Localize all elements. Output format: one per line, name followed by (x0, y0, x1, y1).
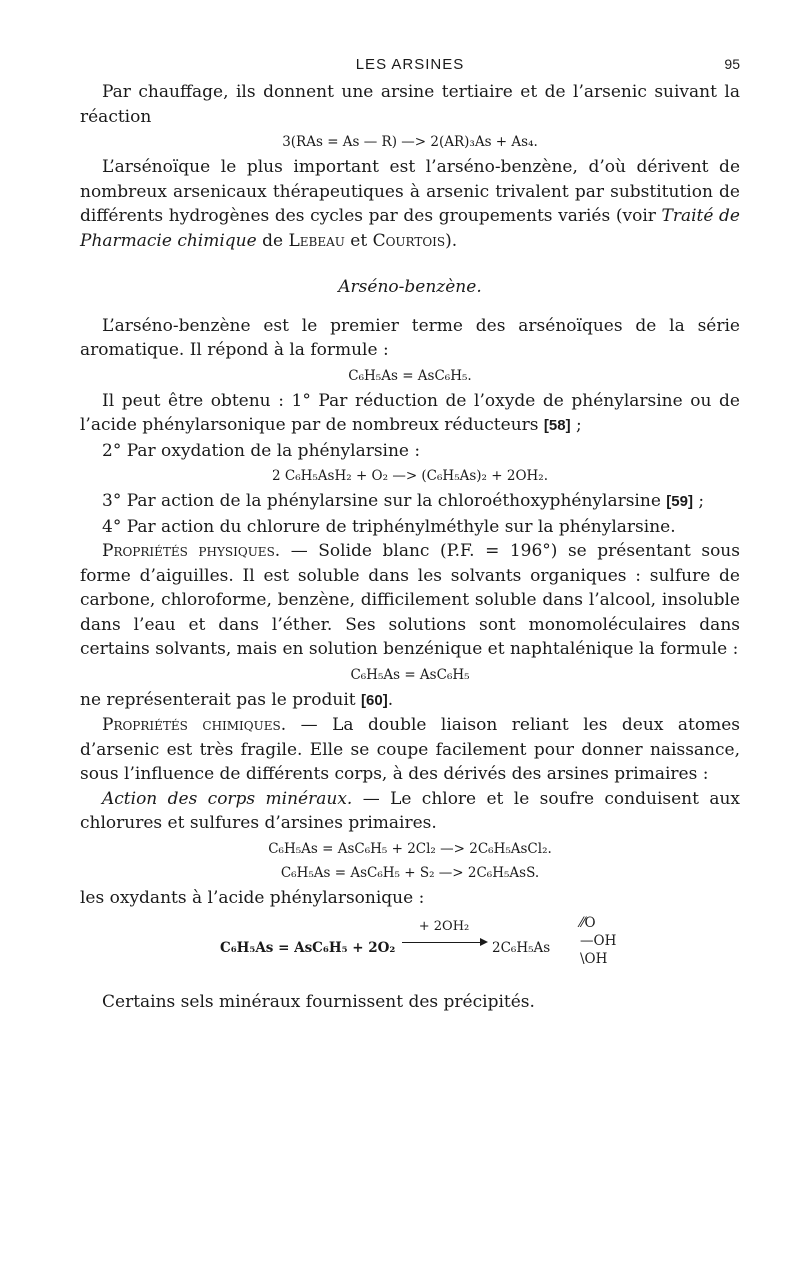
paragraph-arsenoique (80, 155, 740, 253)
paragraph-product (80, 688, 740, 714)
reference-60: [60] (361, 691, 388, 709)
author-courtois: Courtois (372, 230, 446, 251)
paragraph-mineral-salts: Certains sels minéraux fournissent des précipités. (102, 992, 535, 1012)
text-run: et (344, 230, 373, 251)
text-run: ; (570, 415, 582, 435)
formula-phenylarsonic (80, 914, 740, 976)
reaction-arrow (402, 920, 486, 943)
formula-substituents (580, 914, 616, 968)
reaction-reagent: + 2OH₂ (418, 919, 470, 934)
text-run: — La double liaison reliant les deux atomes d’arsenic est très fragile. Elle se coupe facilement pour donner naissance, sous l’influence de différents corps, à des dérivés des arsines primaires : (80, 715, 740, 784)
paragraph-method-4: 4° Par action du chlorure de triphénylméthyle sur la phénylarsine. (102, 516, 676, 537)
page-body (80, 80, 740, 1015)
substituent-hydroxy-1: —OH (580, 933, 617, 949)
subheading-mineral: Action des corps minéraux. (102, 788, 353, 809)
subheading-chemical: Propriétés chimiques. (102, 715, 287, 735)
author-lebeau: Lebeau (288, 230, 345, 251)
paragraph-method-1 (80, 389, 740, 439)
substituent-hydroxy-2: \OH (580, 951, 608, 967)
formula-sulfur: C₆H₅As = AsC₆H₅ + S₂ —> 2C₆H₅AsS. (280, 864, 540, 881)
text-run: — Solide blanc (P.F. = 196°) se présentant sous forme d’aiguilles. Il est soluble dans les solvants organiques : sulfure de carbone, chloroforme, benzène, difficilement soluble dans l’alcool, insoluble dans l’eau et dans l’éther. Ses solutions sont monomoléculaires dans certains solvants, mais en solution benzénique et naphtalénique la formule : (80, 541, 740, 659)
text-run: ; (692, 491, 705, 511)
formula-chlorine: C₆H₅As = AsC₆H₅ + 2Cl₂ —> 2C₆H₅AsCl₂. (268, 840, 552, 857)
text-run: 3° Par action de la phénylarsine sur la chloroéthoxyphénylarsine (102, 491, 667, 511)
formula-oxidation: 2 C₆H₅AsH₂ + O₂ —> (C₆H₅As)₂ + 2OH₂. (271, 468, 548, 484)
text-run: Il peut être obtenu : 1° Par réduction de l’oxyde de phénylarsine ou de l’acide phénylarsonique par de nombreux réducteurs (80, 390, 740, 435)
paragraph-chemical-properties (80, 713, 740, 787)
page-number: 95 (724, 56, 740, 72)
text-run: — Le chlore et le soufre conduisent aux chlorures et sulfures d’arsines primaires. (80, 788, 740, 833)
paragraph-formula-intro: L’arséno-benzène est le premier terme des arsénoïques de la série aromatique. Il répond à la formule : (80, 315, 740, 360)
subheading-physical: Propriétés physiques. (102, 541, 281, 561)
book-title: Traité de Pharmacie chimique (80, 206, 740, 251)
arrow-line (402, 942, 486, 943)
paragraph-heating: Par chauffage, ils donnent une arsine tertiaire et de l’arsenic suivant la réaction (80, 82, 740, 127)
text-run: de (256, 230, 289, 251)
paragraph-mineral-bodies (80, 787, 740, 836)
text-run: ). (445, 230, 458, 251)
paragraph-physical-properties (80, 539, 740, 662)
paragraph-oxidants: les oxydants à l’acide phénylarsonique : (80, 887, 425, 908)
formula-arsenobenzene-2: C₆H₅As = AsC₆H₅ (350, 666, 470, 683)
formula-reaction-1: 3(RAs = As — R) —> 2(AR)₃As + As₄. (282, 134, 538, 150)
reference-58: [58] (543, 417, 571, 434)
paragraph-method-2: 2° Par oxydation de la phénylarsine : (102, 440, 421, 461)
formula-product: 2C₆H₅As (492, 940, 551, 956)
reference-59: [59] (666, 493, 693, 510)
text-run: L’arsénoïque le plus important est l’arséno-benzène, d’où dérivent de nombreux arsenicaux thérapeutiques à arsenic trivalent par substitution de différents hydrogènes des cycles par des groupements variés (voir (80, 157, 740, 226)
paragraph-method-3 (80, 489, 740, 515)
formula-arsenobenzene: C₆H₅As = AsC₆H₅. (348, 367, 472, 384)
page-header (80, 52, 740, 80)
running-title: LES ARSINES (355, 56, 465, 73)
substituent-oxo: ⁄⁄O (580, 915, 596, 931)
section-heading: Arséno-benzène. (338, 277, 482, 297)
text-run: . (387, 689, 394, 710)
formula-reactants: C₆H₅As = AsC₆H₅ + 2O₂ (220, 940, 396, 956)
text-run: ne représenterait pas le produit (80, 689, 362, 710)
